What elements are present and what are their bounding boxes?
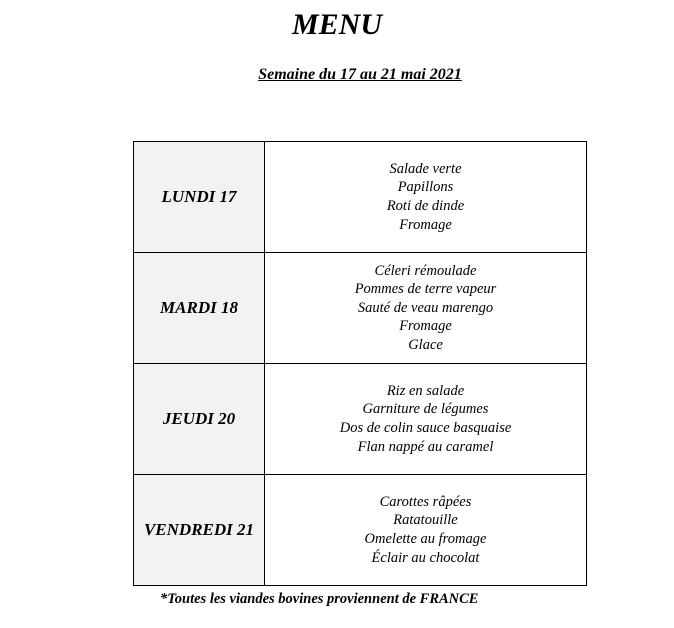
menu-row-mardi — [134, 253, 587, 364]
dish-item: Glace — [408, 336, 443, 353]
dish-item: Papillons — [397, 179, 454, 196]
dish-item: Dos de colin sauce basquaise — [339, 420, 512, 436]
dish-item: Pommes de terre vapeur — [354, 281, 497, 298]
menu-title: MENU — [291, 8, 382, 41]
menu-row-jeudi — [134, 364, 587, 475]
dish-item: Fromage — [399, 318, 452, 335]
menu-table — [133, 141, 587, 586]
dishes-vendredi — [265, 475, 587, 586]
footnote: *Toutes les viandes bovines proviennent de FRANCE — [160, 591, 479, 607]
day-label-lundi: LUNDI 17 — [134, 142, 265, 253]
dish-item: Roti de dinde — [386, 198, 465, 214]
dish-item: Flan nappé au caramel — [357, 438, 494, 455]
dish-item: Fromage — [399, 216, 452, 233]
menu-row-vendredi — [134, 475, 587, 586]
dish-item: Sauté de veau marengo — [357, 299, 494, 316]
dish-item: Céleri rémoulade — [374, 262, 477, 279]
day-label-jeudi: JEUDI 20 — [134, 364, 265, 475]
menu-row-lundi — [134, 142, 587, 253]
dish-item: Riz en salade — [386, 382, 465, 399]
dish-item: Éclair au chocolat — [371, 549, 480, 566]
dish-item: Omelette au fromage — [364, 531, 487, 547]
day-label-mardi: MARDI 18 — [134, 253, 265, 364]
dish-item: Garniture de légumes — [362, 401, 489, 418]
day-label-vendredi: VENDREDI 21 — [134, 475, 265, 586]
dish-item: Ratatouille — [393, 512, 458, 529]
dishes-mardi — [265, 253, 587, 364]
dishes-jeudi — [265, 364, 587, 475]
dishes-lundi — [265, 142, 587, 253]
dish-item: Salade verte — [389, 160, 462, 177]
dish-item: Carottes râpées — [379, 493, 472, 510]
week-subtitle — [0, 65, 674, 85]
week-subtitle-text: Semaine du 17 au 21 mai 2021 — [258, 66, 462, 83]
